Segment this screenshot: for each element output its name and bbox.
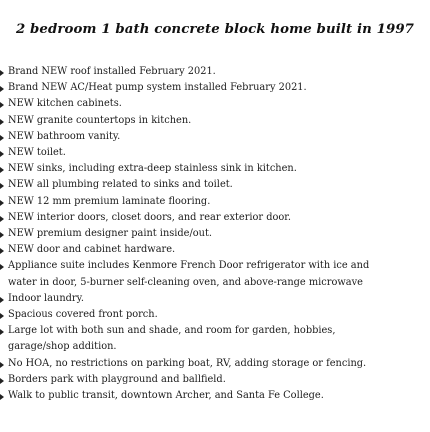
list-item <box>0 258 430 290</box>
list-item <box>0 372 430 388</box>
feature-text: Appliance suite includes Kenmore French Door refrigerator with ice and water in door, 5-burner self-cleaning oven, and above-range microwave <box>8 260 370 288</box>
feature-text: NEW 12 mm premium laminate flooring. <box>8 195 211 207</box>
feature-text: Brand NEW roof installed February 2021. <box>8 66 216 77</box>
list-item <box>0 129 430 145</box>
triangle-bullet-icon <box>0 362 4 368</box>
feature-text: No HOA, no restrictions on parking boat, RV, adding storage or fencing. <box>8 357 367 369</box>
list-item <box>0 145 430 161</box>
list-item <box>0 113 430 129</box>
list-item <box>0 96 430 112</box>
triangle-bullet-icon <box>0 86 4 92</box>
triangle-bullet-icon <box>0 216 4 222</box>
feature-text: NEW all plumbing related to sinks and toilet. <box>8 179 233 191</box>
feature-text: NEW interior doors, closet doors, and rear exterior door. <box>8 211 292 223</box>
list-item <box>0 291 430 307</box>
feature-text: NEW door and cabinet hardware. <box>8 244 176 256</box>
list-item <box>0 356 430 372</box>
list-item <box>0 307 430 323</box>
feature-text: Indoor laundry. <box>8 292 84 304</box>
feature-text: Spacious covered front porch. <box>8 309 158 321</box>
triangle-bullet-icon <box>0 119 4 125</box>
triangle-bullet-icon <box>0 394 4 400</box>
feature-text: NEW bathroom vanity. <box>8 130 121 142</box>
triangle-bullet-icon <box>0 167 4 173</box>
list-item <box>0 242 430 258</box>
triangle-bullet-icon <box>0 378 4 384</box>
list-item <box>0 210 430 226</box>
triangle-bullet-icon <box>0 248 4 254</box>
feature-list <box>0 64 430 404</box>
feature-text: Walk to public transit, downtown Archer, and Santa Fe College. <box>8 390 324 402</box>
listing-title: 2 bedroom 1 bath concrete block home built in 1997 <box>15 22 415 37</box>
feature-text: NEW kitchen cabinets. <box>8 98 122 110</box>
list-item <box>0 64 430 80</box>
triangle-bullet-icon <box>0 264 4 270</box>
list-item <box>0 388 430 404</box>
triangle-bullet-icon <box>0 183 4 189</box>
triangle-bullet-icon <box>0 200 4 206</box>
triangle-bullet-icon <box>0 329 4 335</box>
feature-text: NEW granite countertops in kitchen. <box>8 114 192 126</box>
triangle-bullet-icon <box>0 102 4 108</box>
list-item <box>0 177 430 193</box>
list-item <box>0 80 430 96</box>
feature-text: Large lot with both sun and shade, and room for garden, hobbies, garage/shop addition. <box>8 325 336 353</box>
list-item <box>0 194 430 210</box>
feature-text: NEW toilet. <box>8 147 66 159</box>
feature-text: Borders park with playground and ballfield. <box>8 373 226 385</box>
triangle-bullet-icon <box>0 297 4 303</box>
feature-text: NEW sinks, including extra-deep stainless sink in kitchen. <box>8 163 297 175</box>
triangle-bullet-icon <box>0 232 4 238</box>
triangle-bullet-icon <box>0 135 4 141</box>
triangle-bullet-icon <box>0 151 4 157</box>
triangle-bullet-icon <box>0 70 4 76</box>
triangle-bullet-icon <box>0 313 4 319</box>
feature-text: Brand NEW AC/Heat pump system installed February 2021. <box>8 82 307 94</box>
list-item <box>0 323 430 355</box>
list-item <box>0 226 430 242</box>
list-item <box>0 161 430 177</box>
feature-text: NEW premium designer paint inside/out. <box>8 228 213 240</box>
